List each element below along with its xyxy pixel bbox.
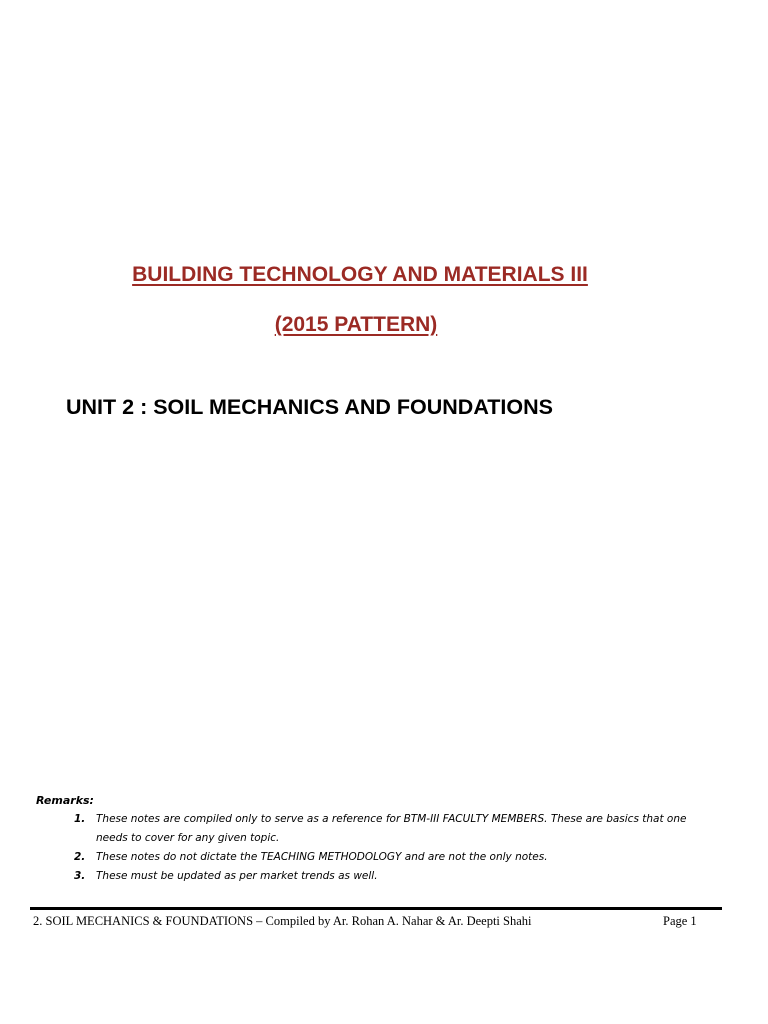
remarks-item-text: These notes do not dictate the TEACHING METHODOLOGY and are not the only notes. [96,851,548,863]
unit-heading: UNIT 2 : SOIL MECHANICS AND FOUNDATIONS [66,395,553,419]
remarks-item [36,867,696,886]
page-number: Page 1 [663,914,697,928]
footer-text: 2. SOIL MECHANICS & FOUNDATIONS – Compiled by Ar. Rohan A. Nahar & Ar. Deepti Shahi [33,914,532,928]
remarks-item-number: 2. [74,851,86,863]
remarks-item-text: These notes are compiled only to serve as a reference for BTM-III FACULTY MEMBERS. These are basics that one needs to cover for any given topic. [96,813,687,844]
document-title: BUILDING TECHNOLOGY AND MATERIALS III [132,263,588,286]
remarks-item-text: These must be updated as per market trends as well. [96,870,378,882]
footer-divider [30,907,722,910]
remarks-item-number: 1. [74,813,86,825]
remarks-label: Remarks: [36,794,94,807]
document-subtitle: (2015 PATTERN) [274,313,438,336]
remarks-list [36,810,696,886]
remarks-section [36,791,696,886]
remarks-item-number: 3. [74,870,86,882]
remarks-item [36,810,696,848]
remarks-item [36,848,696,867]
